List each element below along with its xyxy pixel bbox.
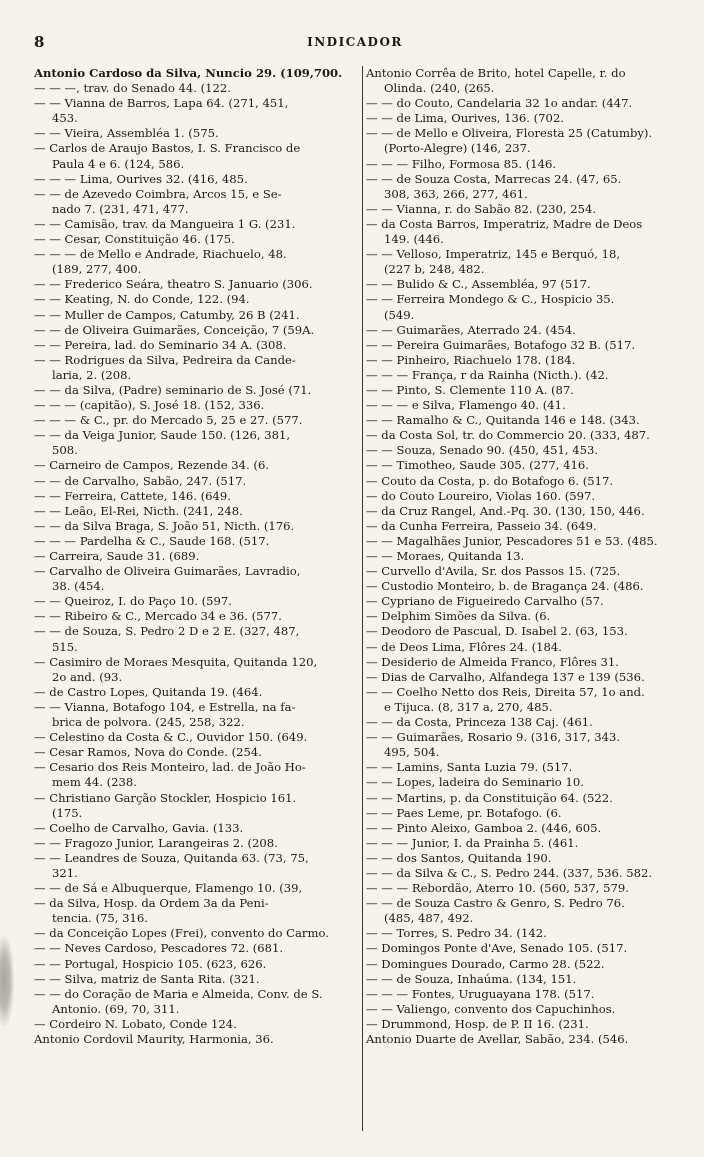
entry-line: — da Silva, Hosp. da Ordem 3a da Peni-	[34, 896, 269, 911]
entry-line: — — Guimarães, Rosario 9. (316, 317, 343.	[366, 730, 621, 745]
entry-line: — Delphim Simões da Silva. (6.	[366, 609, 551, 624]
entry-line: — Custodio Monteiro, b. de Bragança 24. (486.	[366, 579, 644, 594]
entry-line: — — Valiengo, convento dos Capuchinhos.	[366, 1001, 616, 1016]
entry-line: — — Vianna de Barros, Lapa 64. (271, 451,	[34, 96, 289, 111]
entry-line: — — Ferreira Mondego & C., Hospicio 35.	[366, 292, 615, 307]
entry-line: — — Neves Cardoso, Pescadores 72. (681.	[34, 941, 284, 956]
entry-line: 453.	[52, 111, 78, 126]
entry-line: — Celestino da Costa & C., Ouvidor 150. (649.	[34, 730, 308, 745]
paper-stain	[0, 936, 14, 1026]
entry-line: — — Fragozo Junior, Larangeiras 2. (208.	[34, 835, 278, 850]
entry-line: — Domingos Ponte d'Ave, Senado 105. (517.	[366, 941, 628, 956]
entry-line: — — da Veiga Junior, Saude 150. (126, 381,	[34, 428, 291, 443]
entry-line: — — de Azevedo Coimbra, Arcos 15, e Se-	[34, 186, 282, 201]
entry-line: Olinda. (240, (265.	[384, 81, 495, 96]
entry-line: — — Camisão, trav. da Mangueira 1 G. (231.	[34, 216, 296, 231]
entry-line: — da Costa Sol, tr. do Commercio 20. (333, 487.	[366, 428, 650, 443]
entry-line: — — Pinheiro, Riachuelo 178. (184.	[366, 352, 576, 367]
entry-line: — do Couto Loureiro, Violas 160. (597.	[366, 488, 596, 503]
entry-line: — — da Silva & C., S. Pedro 244. (337, 536. 582.	[366, 865, 653, 880]
entry-line: — — Martins, p. da Constituição 64. (522.	[366, 790, 613, 805]
entry-line: — Drummond, Hosp. de P. II 16. (231.	[366, 1016, 589, 1031]
entry-line: 321.	[52, 865, 78, 880]
entry-line: (175.	[52, 805, 83, 820]
entry-line: — — da Costa, Princeza 138 Caj. (461.	[366, 715, 593, 730]
entry-line: Antonio Cardoso da Silva, Nuncio 29. (109,700.	[34, 66, 343, 80]
entry-line: e Tijuca. (8, 317 a, 270, 485.	[384, 699, 553, 714]
entry-line: — — —, trav. do Senado 44. (122.	[34, 81, 231, 96]
entry-line: Paula 4 e 6. (124, 586.	[52, 156, 185, 171]
entry-line: — — Souza, Senado 90. (450, 451, 453.	[366, 443, 599, 458]
entry-line: — da Cunha Ferreira, Passeio 34. (649.	[366, 518, 597, 533]
entry-line: — — Velloso, Imperatriz, 145 e Berquó, 18,	[366, 247, 621, 262]
entry-line: — Curvello d'Avila, Sr. dos Passos 15. (725.	[366, 564, 621, 579]
entry-line: — — do Coração de Maria e Almeida, Conv. de S.	[34, 986, 323, 1001]
entry-line: — Carreira, Saude 31. (689.	[34, 549, 200, 563]
entry-line: — Casimiro de Moraes Mesquita, Quitanda 120,	[34, 654, 318, 669]
entry-line: — — Rodrigues da Silva, Pedreira da Cande-	[34, 352, 296, 367]
entry-line: — — Silva, matriz de Santa Rita. (321.	[34, 971, 260, 986]
entry-line: — — Magalhães Junior, Pescadores 51 e 53. (485.	[366, 533, 658, 548]
entry-line: — — — e Silva, Flamengo 40. (41.	[366, 398, 566, 413]
entry-line: — — da Silva Braga, S. João 51, Nicth. (176.	[34, 518, 295, 533]
entry-line: — — Torres, S. Pedro 34. (142.	[366, 926, 547, 941]
entry-line: — — de Lima, Ourives, 136. (702.	[366, 111, 564, 126]
entry-line: — — — Filho, Formosa 85. (146.	[366, 156, 557, 171]
entry-line: — — Pereira, lad. do Seminario 34 A. (308.	[34, 337, 287, 352]
entry-line: (Porto-Alegre) (146, 237.	[384, 141, 531, 156]
entry-line: — — Cesar, Constituição 46. (175.	[34, 232, 235, 247]
entry-line: — — Ribeiro & C., Mercado 34 e 36. (577.	[34, 609, 282, 624]
entry-line: — — Vieira, Assembléa 1. (575.	[34, 126, 219, 141]
entry-line: — — Queiroz, I. do Paço 10. (597.	[34, 594, 232, 609]
entry-line: tencia. (75, 316.	[52, 911, 148, 926]
entry-line: — — Pinto Aleixo, Gamboa 2. (446, 605.	[366, 820, 602, 835]
entry-line: — — Leão, El-Rei, Nicth. (241, 248.	[34, 503, 243, 518]
page-number: 8	[34, 33, 45, 51]
entry-line: — — Leandres de Souza, Quitanda 63. (73, 75,	[34, 850, 309, 865]
entry-line: (549.	[384, 307, 415, 322]
running-title: INDICADOR	[307, 35, 403, 49]
entry-line: — — Pinto, S. Clemente 110 A. (87.	[366, 382, 574, 397]
entry-line: — — Lopes, ladeira do Seminario 10.	[366, 775, 584, 790]
entry-line: — — do Couto, Candelaria 32 1o andar. (447.	[366, 96, 633, 111]
entry-line: — — Frederico Seára, theatro S. Januario (306.	[34, 277, 313, 292]
entry-line: 308, 363, 266, 277, 461.	[384, 186, 528, 201]
entry-line: — — Guimarães, Aterrado 24. (454.	[366, 322, 576, 337]
entry-line: — — Pereira Guimarães, Botafogo 32 B. (517.	[366, 337, 636, 352]
entry-line: — Christiano Garção Stockler, Hospicio 161.	[34, 790, 297, 805]
entry-line: — — de Carvalho, Sabão, 247. (517.	[34, 473, 247, 488]
entry-line: 149. (446.	[384, 232, 444, 247]
entry-line: — — — França, r da Rainha (Nicth.). (42.	[366, 367, 609, 382]
page-header	[34, 33, 676, 53]
entry-line: — Cypriano de Figueiredo Carvalho (57.	[366, 594, 604, 609]
entry-line: — — de Souza Costa, Marrecas 24. (47, 65.	[366, 171, 622, 186]
entry-line: — — Bulido & C., Assembléa, 97 (517.	[366, 277, 591, 292]
entry-line: — de Deos Lima, Flôres 24. (184.	[366, 639, 562, 654]
entry-line: — — Vianna, r. do Sabão 82. (230, 254.	[366, 201, 597, 216]
right-column	[366, 66, 686, 1047]
entry-line: — Cesar Ramos, Nova do Conde. (254.	[34, 745, 262, 760]
entry-line: — — dos Santos, Quitanda 190.	[366, 850, 552, 865]
entry-line: (189, 277, 400.	[52, 262, 142, 277]
entry-line: (485, 487, 492.	[384, 911, 474, 926]
entry-line: — — Muller de Campos, Catumby, 26 B (241.	[34, 307, 300, 322]
entry-line: — Couto da Costa, p. do Botafogo 6. (517.	[366, 473, 614, 488]
entry-line: Antonio Corrêa de Brito, hotel Capelle, r. do	[366, 66, 626, 80]
entry-line: 515.	[52, 639, 78, 654]
entry-line: Antonio. (69, 70, 311.	[52, 1001, 180, 1016]
entry-line: — — Vianna, Botafogo 104, e Estrella, na fa-	[34, 699, 296, 714]
entry-line: 508.	[52, 443, 78, 458]
entry-line: 495, 504.	[384, 745, 440, 760]
entry-line: — Cordeiro N. Lobato, Conde 124.	[34, 1016, 237, 1031]
entry-line: — — — Junior, I. da Prainha 5. (461.	[366, 835, 579, 850]
entry-line: — — — Pardelha & C., Saude 168. (517.	[34, 533, 270, 548]
entry-line: (227 b, 248, 482.	[384, 262, 485, 277]
entry-line: — da Costa Barros, Imperatriz, Madre de Deos	[366, 216, 643, 231]
entry-line: — — Ferreira, Cattete, 146. (649.	[34, 488, 231, 503]
entry-line: — — Portugal, Hospicio 105. (623, 626.	[34, 956, 267, 971]
entry-line: — — — (capitão), S. José 18. (152, 336.	[34, 398, 265, 413]
entry-line: — Desiderio de Almeida Franco, Flôres 31.	[366, 654, 619, 669]
entry-line: laria, 2. (208.	[52, 367, 132, 382]
entry-line: — Carvalho de Oliveira Guimarães, Lavradio,	[34, 564, 301, 579]
entry-line: — — de Oliveira Guimarães, Conceição, 7 (59A.	[34, 322, 315, 337]
entry-line: — da Cruz Rangel, And.-Pq. 30. (130, 150, 446.	[366, 503, 645, 518]
entry-line: — Cesario dos Reis Monteiro, lad. de João Ho-	[34, 760, 306, 775]
entry-line: — — de Mello e Oliveira, Floresta 25 (Catumby).	[366, 126, 653, 141]
entry-line: nado 7. (231, 471, 477.	[52, 201, 189, 216]
entry-line: — de Castro Lopes, Quitanda 19. (464.	[34, 684, 263, 699]
entry-line: Antonio Cordovil Maurity, Harmonia, 36.	[34, 1032, 274, 1046]
entry-line: 38. (454.	[52, 579, 105, 594]
entry-line: — — Ramalho & C., Quitanda 146 e 148. (343.	[366, 413, 640, 428]
entry-line: — — de Souza, S. Pedro 2 D e 2 E. (327, 487,	[34, 624, 300, 639]
entry-line: mem 44. (238.	[52, 775, 137, 790]
entry-line: — — — de Mello e Andrade, Riachuelo, 48.	[34, 247, 287, 262]
entry-line: — Domingues Dourado, Carmo 28. (522.	[366, 956, 605, 971]
entry-line: — — — Fontes, Uruguayana 178. (517.	[366, 986, 595, 1001]
entry-line: — da Conceição Lopes (Frei), convento do Carmo.	[34, 926, 329, 941]
entry-line: — — Timotheo, Saude 305. (277, 416.	[366, 458, 589, 473]
entry-line: Antonio Duarte de Avellar, Sabão, 234. (546.	[366, 1032, 629, 1046]
column-divider	[362, 66, 363, 1131]
entry-line: — — de Sá e Albuquerque, Flamengo 10. (39,	[34, 881, 303, 896]
entry-line: — Carneiro de Campos, Rezende 34. (6.	[34, 458, 270, 473]
entry-line: — — Moraes, Quitanda 13.	[366, 549, 525, 563]
entry-line: — — Paes Leme, pr. Botafogo. (6.	[366, 805, 562, 820]
entry-line: — — — & C., pr. do Mercado 5, 25 e 27. (577.	[34, 413, 303, 428]
entry-line: — — da Silva, (Padre) seminario de S. José (71.	[34, 382, 312, 397]
left-column	[34, 66, 358, 1047]
entry-line: brica de polvora. (245, 258, 322.	[52, 715, 245, 730]
entry-line: — — — Rebordão, Aterro 10. (560, 537, 579.	[366, 881, 629, 896]
entry-line: — — de Souza Castro & Genro, S. Pedro 76.	[366, 896, 625, 911]
entry-line: — Dias de Carvalho, Alfandega 137 e 139 (536.	[366, 669, 645, 684]
entry-line: — Carlos de Araujo Bastos, I. S. Francisco de	[34, 141, 301, 156]
entry-line: — — — Lima, Ourives 32. (416, 485.	[34, 171, 248, 186]
entry-line: — — Lamins, Santa Luzia 79. (517.	[366, 760, 573, 775]
entry-line: — — de Souza, Inhaúma. (134, 151.	[366, 971, 577, 986]
entry-line: — — Coelho Netto dos Reis, Direita 57, 1o and.	[366, 684, 645, 699]
entry-line: 2o and. (93.	[52, 669, 123, 684]
entry-line: — — Keating, N. do Conde, 122. (94.	[34, 292, 250, 307]
entry-line: — Coelho de Carvalho, Gavia. (133.	[34, 820, 244, 835]
entry-line: — Deodoro de Pascual, D. Isabel 2. (63, 153.	[366, 624, 628, 639]
